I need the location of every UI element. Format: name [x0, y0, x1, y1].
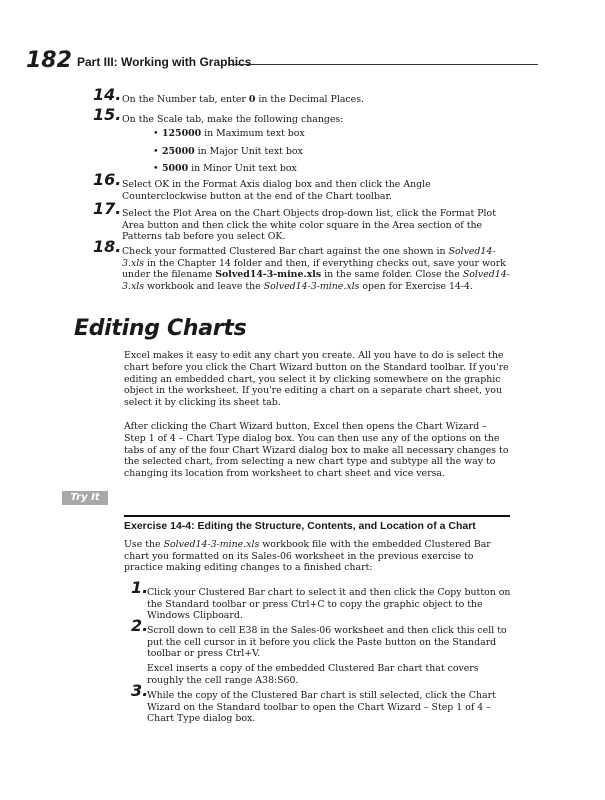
- exercise-intro: [124, 539, 512, 574]
- step-14: [93, 85, 517, 106]
- decimal-value: 0: [248, 94, 256, 105]
- exercise-step-2-note: Excel inserts a copy of the embedded Clustered Bar chart that covers roughly the cell range A38:S60.: [147, 663, 479, 686]
- running-head: Part III: Working with Graphics: [77, 55, 252, 69]
- step-number: 14.: [93, 85, 122, 104]
- exercise-step-3: [131, 681, 512, 725]
- bullet-minor-unit: [162, 163, 297, 175]
- bullet-text: in Maximum text box: [201, 128, 305, 139]
- filename: Solved14-3.xls: [122, 269, 510, 292]
- paragraph: Excel makes it easy to edit any chart you create. All you have to do is select the chart before you click the Chart Wizard button on the Standard toolbar. If you're editing an embedded chart, you select it by clicking somewhere on the graphic object in the worksheet. If you're editing a chart on a separate chart sheet, you select it by clicking its sheet tab.: [124, 350, 509, 409]
- filename: Solved14-3-mine.xls: [215, 269, 322, 281]
- step-number: 18.: [93, 237, 122, 256]
- bullet-text: in Major Unit text box: [194, 146, 303, 157]
- step-text: in the same folder. Close the: [321, 269, 463, 281]
- bullet-major-unit: [162, 146, 303, 158]
- step-number: 2.: [131, 616, 149, 635]
- step-number: 15.: [93, 105, 122, 124]
- step-text: Select OK in the Format Axis dialog box and then click the Angle Counterclockwise button at the end of the Chart toolbar.: [122, 179, 431, 202]
- section-heading: Editing Charts: [74, 316, 247, 341]
- step-text: Check your formatted Clustered Bar chart against the one shown in: [122, 246, 449, 257]
- page-header: [26, 48, 538, 74]
- step-16: [93, 170, 517, 202]
- step-text: On the Number tab, enter: [122, 94, 249, 105]
- exercise-step-1: [131, 578, 512, 622]
- intro-text: Use the: [124, 539, 164, 550]
- step-number: 1.: [131, 578, 149, 597]
- intro-text: workbook file with the embedded Clustered Bar chart you formatted on its Sales-06 worksheet in the previous exercise to practice making editing changes to a finished chart:: [124, 539, 491, 574]
- step-15: [93, 105, 517, 126]
- step-number: 3.: [131, 681, 149, 700]
- step-18: [93, 237, 517, 292]
- step-text: open for Exercise 14-4.: [359, 280, 473, 292]
- step-text: Click your Clustered Bar chart to select it and then click the Copy button on the Standard toolbar or press Ctrl+C to copy the graphic object to the Windows Clipboard.: [147, 587, 511, 622]
- filename: Solved14-3-mine.xls: [263, 280, 360, 292]
- bullet-maximum: [162, 128, 305, 140]
- exercise-step-2: [131, 616, 512, 660]
- step-17: [93, 199, 517, 243]
- try-it-badge: Try It: [62, 491, 108, 505]
- paragraph: After clicking the Chart Wizard button, Excel then opens the Chart Wizard – Step 1 of 4 – Chart Type dialog box. You can then use any of the options on the tabs of any of the four Chart Wizard dialog box to make all necessary changes to the selected chart, from selecting a new chart type and subtype all the way to changing its location from worksheet to chart sheet and vice versa.: [124, 421, 509, 480]
- step-text: On the Scale tab, make the following changes:: [122, 114, 344, 125]
- step-text: Select the Plot Area on the Chart Objects drop-down list, click the Format Plot Area button and then click the white color square in the Area section of the Patterns tab before you select OK.: [122, 208, 496, 243]
- bullet-text: in Minor Unit text box: [188, 163, 297, 174]
- bullet-value: 125000: [162, 128, 202, 139]
- header-rule: [228, 64, 538, 65]
- step-number: 17.: [93, 199, 122, 218]
- filename: Solved14-3.xls: [122, 246, 496, 269]
- step-text: in the Decimal Places.: [255, 94, 364, 105]
- exercise-title: Exercise 14-4: Editing the Structure, Contents, and Location of a Chart: [124, 520, 476, 532]
- filename: Solved14-3-mine.xls: [163, 539, 260, 550]
- exercise-rule: [124, 515, 510, 517]
- step-text: in the Chapter 14 folder and then, if everything checks out, save your work under the filename: [122, 257, 506, 281]
- bullet-value: 25000: [162, 146, 195, 157]
- page-number: 182: [26, 48, 72, 73]
- bullet-value: 5000: [162, 163, 189, 174]
- step-number: 16.: [93, 170, 122, 189]
- step-text: While the copy of the Clustered Bar chart is still selected, click the Chart Wizard on the Standard toolbar to open the Chart Wizard – Step 1 of 4 – Chart Type dialog box.: [147, 690, 496, 725]
- step-text: Scroll down to cell E38 in the Sales-06 worksheet and then click this cell to put the cell cursor in it before you click the Paste button on the Standard toolbar or press Ctrl+V.: [147, 625, 507, 660]
- step-text: workbook and leave the: [144, 280, 264, 292]
